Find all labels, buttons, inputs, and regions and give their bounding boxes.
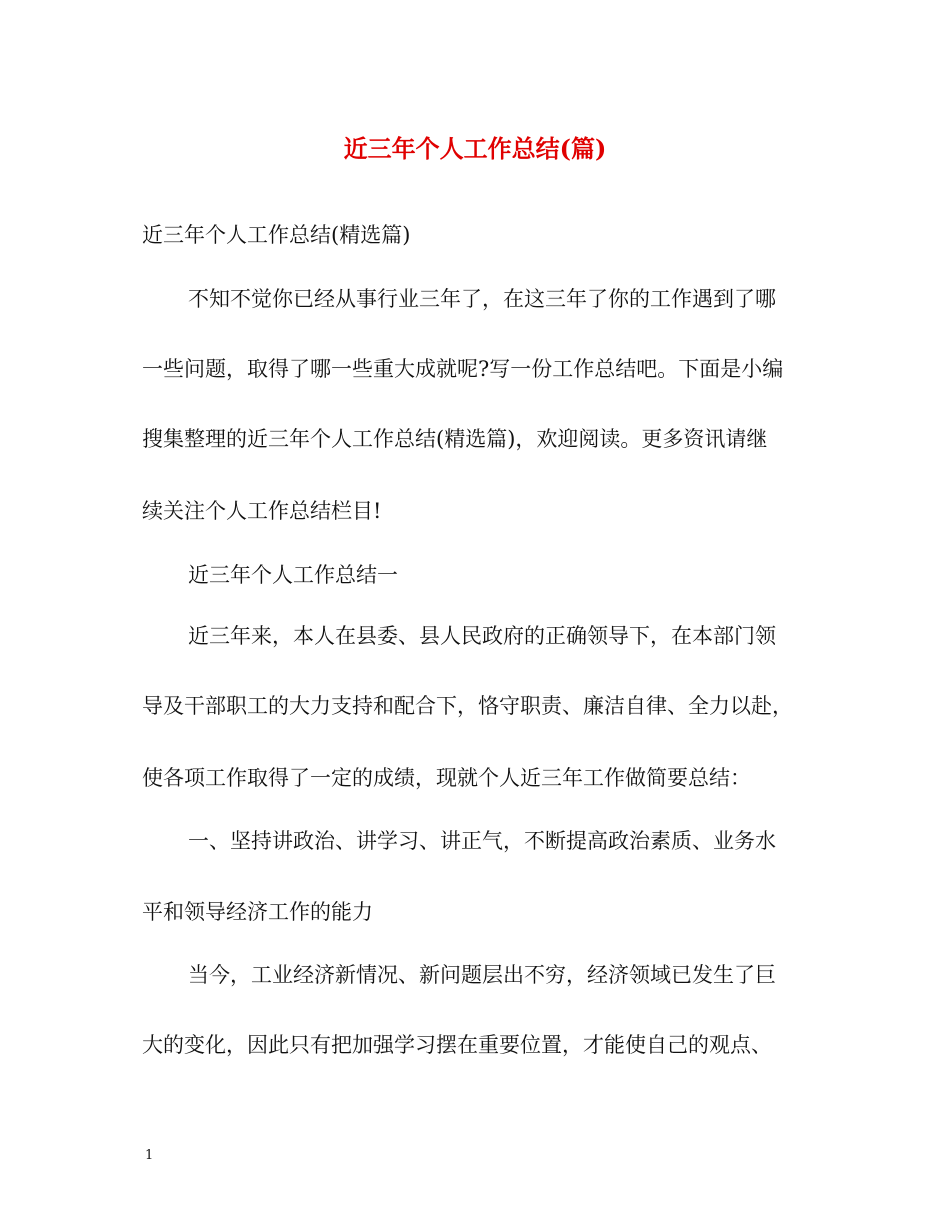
paragraph-line: 平和领导经济工作的能力 bbox=[142, 900, 373, 924]
paragraph-line: 一、坚持讲政治、讲学习、讲正气，不断提高政治素质、业务水 bbox=[188, 829, 776, 853]
paragraph-line: 导及干部职工的大力支持和配合下，恪守职责、廉洁自律、全力以赴， bbox=[142, 694, 793, 718]
paragraph-line: 一些问题，取得了哪一些重大成就呢?写一份工作总结吧。下面是小编 bbox=[142, 357, 784, 381]
paragraph-line: 续关注个人工作总结栏目! bbox=[142, 499, 382, 523]
section-heading: 近三年个人工作总结一 bbox=[188, 563, 398, 587]
paragraph-line: 不知不觉你已经从事行业三年了，在这三年了你的工作遇到了哪 bbox=[188, 287, 776, 311]
paragraph-line: 搜集整理的近三年个人工作总结(精选篇)，欢迎阅读。更多资讯请继 bbox=[142, 427, 768, 451]
paragraph-line: 近三年来，本人在县委、县人民政府的正确领导下，在本部门领 bbox=[188, 624, 776, 648]
paragraph-line: 当今，工业经济新情况、新问题层出不穷，经济领域已发生了巨 bbox=[188, 963, 776, 987]
paragraph-line: 大的变化，因此只有把加强学习摆在重要位置，才能使自己的观点、 bbox=[142, 1033, 772, 1057]
subtitle-line: 近三年个人工作总结(精选篇) bbox=[142, 223, 411, 247]
page-number: 1 bbox=[145, 1148, 154, 1163]
paragraph-line: 使各项工作取得了一定的成绩，现就个人近三年工作做简要总结： bbox=[142, 766, 751, 790]
document-title: 近三年个人工作总结(篇) bbox=[343, 134, 607, 163]
